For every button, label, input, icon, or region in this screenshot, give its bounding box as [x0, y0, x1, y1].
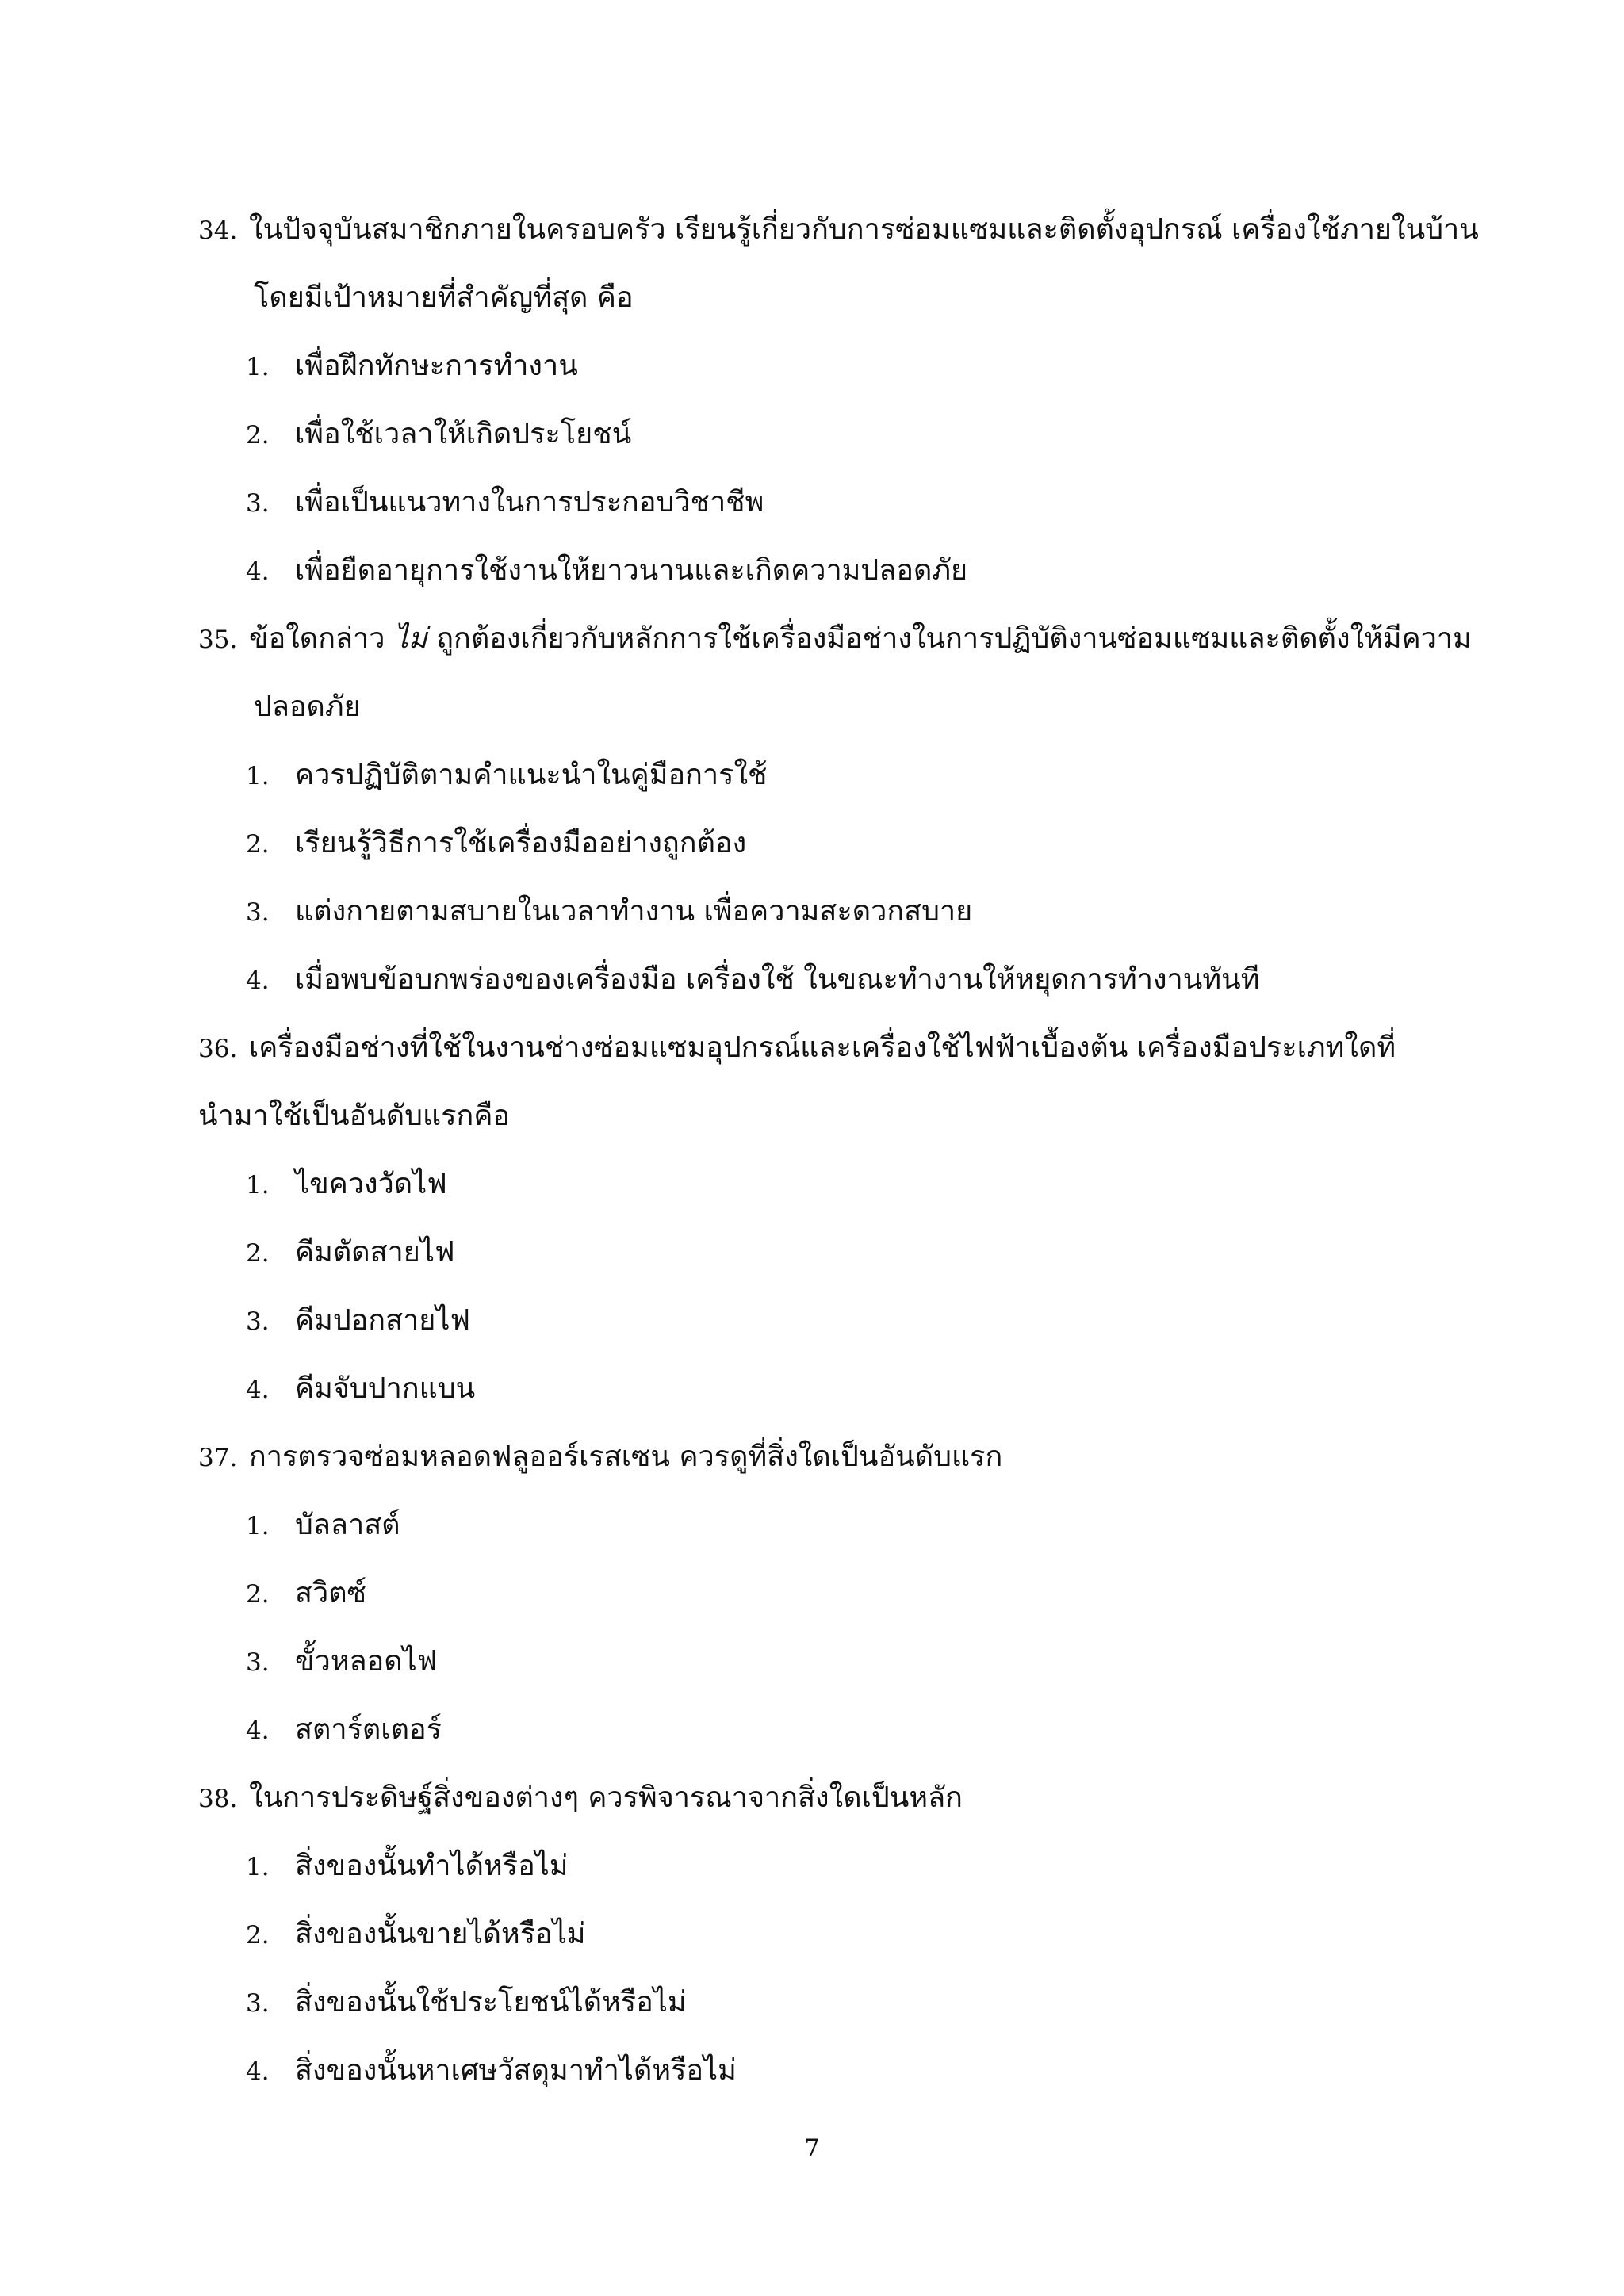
question-38-option-4	[246, 2053, 737, 2089]
option-number: 1.	[246, 1512, 270, 1540]
option-number: 3.	[246, 489, 270, 518]
option-number: 2.	[246, 1580, 270, 1609]
question-35	[198, 622, 1472, 657]
option-text: สิ่งของนั้นขายได้หรือไม่	[295, 1918, 586, 1950]
option-text: สตาร์ตเตอร์	[295, 1713, 442, 1746]
option-number: 3.	[246, 1648, 270, 1677]
option-text: สิ่งของนั้นใช้ประโยชน์ได้หรือไม่	[295, 1986, 687, 2019]
question-37-option-2	[246, 1576, 366, 1612]
question-36-option-1	[246, 1167, 447, 1203]
question-36-option-3	[246, 1303, 470, 1339]
page-number: 7	[804, 2134, 820, 2163]
question-34-option-1	[246, 349, 578, 385]
question-text-emphasis: ไม่	[393, 622, 427, 655]
question-35-option-4	[246, 962, 1259, 998]
option-number: 3.	[246, 1307, 270, 1336]
option-number: 3.	[246, 1989, 270, 2018]
question-38-option-1	[246, 1849, 569, 1885]
question-36-option-4	[246, 1372, 475, 1407]
question-37-option-4	[246, 1712, 442, 1748]
question-34-option-3	[246, 485, 764, 521]
option-text: เพื่อยืดอายุการใช้งานให้ยาวนานและเกิดความปลอดภัย	[295, 554, 968, 587]
question-37-option-3	[246, 1644, 437, 1680]
option-number: 4.	[246, 2057, 270, 2086]
question-34-continuation: โดยมีเป้าหมายที่สำคัญที่สุด คือ	[254, 281, 634, 314]
option-text: คีมตัดสายไฟ	[295, 1236, 455, 1269]
question-number: 36.	[198, 1035, 238, 1063]
option-number: 4.	[246, 557, 270, 586]
question-37	[198, 1440, 1002, 1475]
option-number: 2.	[246, 421, 270, 450]
question-34-option-4	[246, 553, 967, 589]
question-number: 34.	[198, 216, 238, 245]
option-text: ขั้วหลอดไฟ	[295, 1645, 438, 1678]
question-38-option-3	[246, 1985, 687, 2021]
question-38-option-2	[246, 1917, 586, 1953]
question-number: 38.	[198, 1785, 238, 1813]
option-number: 1.	[246, 1171, 270, 1200]
question-text: เครื่องมือช่างที่ใช้ในงานช่างซ่อมแซมอุปกรณ์และเครื่องใช้ไฟฟ้าเบื้องต้น เครื่องมือประเภทใดที่	[249, 1031, 1396, 1064]
option-number: 4.	[246, 966, 270, 995]
option-number: 4.	[246, 1376, 270, 1404]
option-number: 2.	[246, 830, 270, 859]
question-38	[198, 1781, 963, 1816]
option-text: เรียนรู้วิธีการใช้เครื่องมืออย่างถูกต้อง	[295, 827, 747, 859]
question-36-continuation: นำมาใช้เป็นอันดับแรกคือ	[198, 1100, 511, 1132]
question-text: ในการประดิษฐ์สิ่งของต่างๆ ควรพิจารณาจากสิ่งใดเป็นหลัก	[249, 1781, 963, 1814]
option-number: 3.	[246, 898, 270, 927]
question-text-after: ถูกต้องเกี่ยวกับหลักการใช้เครื่องมือช่างในการปฏิบัติงานซ่อมแซมและติดตั้งให้มีความ	[436, 622, 1472, 655]
question-35-option-2	[246, 826, 746, 862]
question-34	[198, 212, 1479, 248]
option-text: คีมจับปากแบน	[295, 1372, 476, 1405]
option-text: สวิตซ์	[295, 1577, 366, 1609]
option-number: 2.	[246, 1239, 270, 1268]
question-number: 35.	[198, 626, 238, 654]
option-text: เมื่อพบข้อบกพร่องของเครื่องมือ เครื่องใช้ ในขณะทำงานให้หยุดการทำงานทันที	[295, 963, 1260, 996]
question-34-option-2	[246, 417, 631, 453]
option-text: แต่งกายตามสบายในเวลาทำงาน เพื่อความสะดวกสบาย	[295, 895, 973, 928]
option-number: 1.	[246, 762, 270, 790]
question-35-continuation: ปลอดภัย	[254, 691, 361, 723]
option-number: 1.	[246, 353, 270, 381]
option-number: 4.	[246, 1716, 270, 1745]
question-37-option-1	[246, 1508, 400, 1544]
option-text: เพื่อฝึกทักษะการทำงาน	[295, 350, 578, 382]
question-36-option-2	[246, 1235, 454, 1271]
question-number: 37.	[198, 1444, 238, 1472]
option-text: สิ่งของนั้นหาเศษวัสดุมาทำได้หรือไม่	[295, 2054, 737, 2087]
question-text-before: ข้อใดกล่าว	[249, 622, 385, 655]
question-36	[198, 1031, 1396, 1066]
question-35-option-1	[246, 758, 767, 794]
option-number: 2.	[246, 1921, 270, 1950]
option-number: 1.	[246, 1853, 270, 1881]
question-text: ในปัจจุบันสมาชิกภายในครอบครัว เรียนรู้เกี่ยวกับการซ่อมแซมและติดตั้งอุปกรณ์ เครื่องใช้ภายในบ้าน	[249, 213, 1479, 246]
question-text: การตรวจซ่อมหลอดฟลูออร์เรสเซน ควรดูที่สิ่งใดเป็นอันดับแรก	[249, 1441, 1003, 1473]
option-text: เพื่อเป็นแนวทางในการประกอบวิชาชีพ	[295, 486, 764, 519]
question-35-option-3	[246, 894, 972, 930]
option-text: ไขควงวัดไฟ	[295, 1168, 447, 1200]
option-text: บัลลาสต์	[295, 1509, 400, 1541]
option-text: เพื่อใช้เวลาให้เกิดประโยชน์	[295, 418, 632, 450]
option-text: ควรปฏิบัติตามคำแนะนำในคู่มือการใช้	[295, 759, 768, 791]
option-text: สิ่งของนั้นทำได้หรือไม่	[295, 1850, 569, 1882]
option-text: คีมปอกสายไฟ	[295, 1304, 470, 1337]
